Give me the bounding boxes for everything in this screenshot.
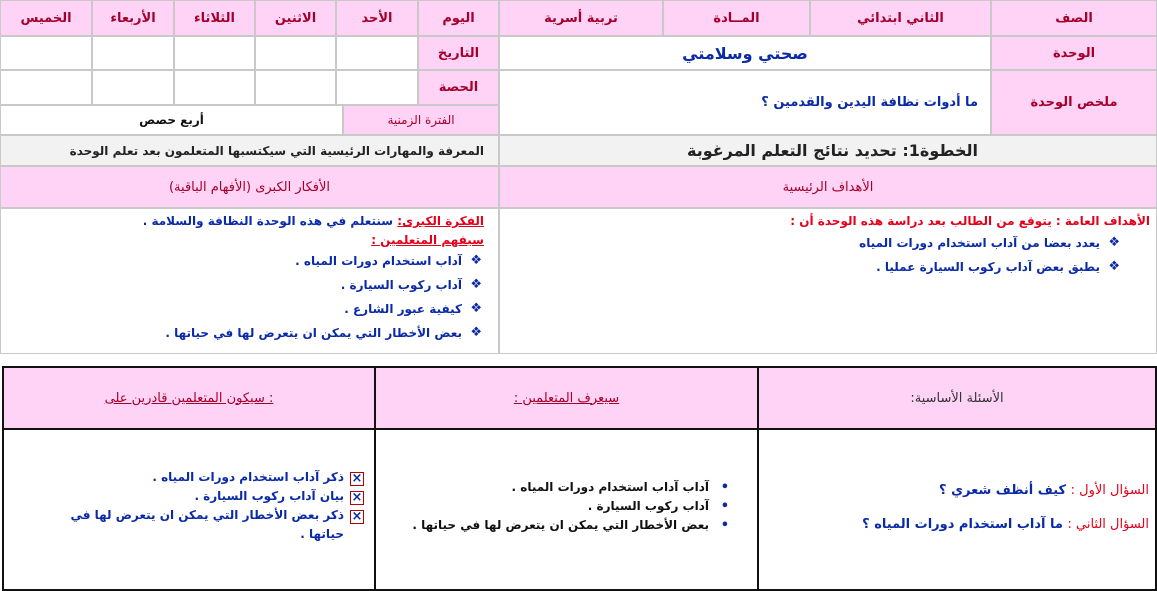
list-item: ❖ بعض الأخطار التي يمكن ان يتعرض لها في حياتها .	[1, 321, 484, 345]
diamond-icon: ❖	[470, 253, 482, 268]
period-cell-thursday[interactable]	[0, 70, 92, 105]
period-label: الحصة	[418, 70, 499, 105]
checkbox-icon: ×	[351, 490, 363, 505]
step1-title: الخطوة1: تحديد نتائج التعلم المرغوبة	[499, 135, 1157, 166]
questions-content	[757, 428, 1157, 591]
diamond-icon: ❖	[1108, 235, 1120, 250]
diamond-icon: ❖	[470, 325, 482, 340]
list-item: • آداب ركوب السيارة .	[587, 499, 729, 514]
bullet-icon: •	[720, 518, 729, 533]
day-wednesday: الأربعاء	[92, 0, 174, 36]
understand-label: سيفهم المتعلمين :	[371, 233, 484, 247]
subject-label: المــادة	[663, 0, 810, 36]
list-item: ❖ كيفية عبور الشارع .	[1, 297, 484, 321]
question-1: السؤال الأول : كيف أنظف شعري ؟	[939, 483, 1149, 498]
date-cell-sunday[interactable]	[336, 36, 418, 70]
summary-value: ما أدوات نظافة اليدين والقدمين ؟	[499, 70, 991, 135]
know-header: سيعرف المتعلمين :	[374, 366, 759, 430]
checkbox-icon: ×	[351, 471, 363, 486]
list-item: ❖ آداب استخدام دورات المياه .	[1, 249, 484, 273]
diamond-icon: ❖	[470, 301, 482, 316]
list-item: × بيان آداب ركوب السيارة .	[194, 489, 363, 505]
grade-value: الثاني ابتدائي	[810, 0, 991, 36]
goals-list	[500, 231, 1150, 279]
date-cell-tuesday[interactable]	[174, 36, 255, 70]
unit-value: صحتي وسلامتي	[499, 36, 991, 70]
day-label: اليوم	[418, 0, 499, 36]
list-item: • بعض الأخطار التي يمكن ان يتعرض لها في حياتها .	[412, 518, 729, 533]
ideas-content	[0, 208, 499, 354]
period-cell-sunday[interactable]	[336, 70, 418, 105]
date-label: التاريخ	[418, 36, 499, 70]
diamond-icon: ❖	[470, 277, 482, 292]
date-cell-wednesday[interactable]	[92, 36, 174, 70]
list-item: ❖ آداب ركوب السيارة .	[1, 273, 484, 297]
goals-content	[499, 208, 1157, 354]
day-sunday: الأحد	[336, 0, 418, 36]
day-thursday: الخميس	[0, 0, 92, 36]
list-item: ❖ يطبق بعض آداب ركوب السيارة عمليا .	[500, 255, 1122, 279]
period-cell-tuesday[interactable]	[174, 70, 255, 105]
big-idea-text: سنتعلم في هذه الوحدة النظافة والسلامة .	[142, 214, 398, 228]
grade-label: الصف	[991, 0, 1157, 36]
bullet-icon: •	[720, 480, 729, 495]
day-tuesday: الثلاثاء	[174, 0, 255, 36]
knowledge-title: المعرفة والمهارات الرئيسية التي سيكتسبها المتعلمون بعد تعلم الوحدة	[0, 135, 499, 166]
able-list	[64, 468, 366, 544]
subject-value: تربية أسرية	[499, 0, 663, 36]
able-header: : سيكون المتعلمين قادرين على	[2, 366, 376, 430]
checkbox-icon: ×	[351, 509, 363, 524]
know-content	[374, 428, 759, 591]
able-content	[2, 428, 376, 591]
diamond-icon: ❖	[1108, 259, 1120, 274]
questions-header: الأسئلة الأساسية:	[757, 366, 1157, 430]
goals-general-label: الأهداف العامة : يتوقع من الطالب بعد دراسة هذه الوحدة أن :	[790, 214, 1150, 228]
period-cell-monday[interactable]	[255, 70, 336, 105]
ideas-header: الأفكار الكبرى (الأفهام الباقية)	[0, 166, 499, 208]
question-2: السؤال الثاني : ما آداب استخدام دورات المياه ؟	[862, 517, 1149, 532]
list-item: • آداب آداب استخدام دورات المياه .	[511, 480, 729, 495]
date-cell-thursday[interactable]	[0, 36, 92, 70]
date-cell-monday[interactable]	[255, 36, 336, 70]
unit-label: الوحدة	[991, 36, 1157, 70]
list-item: × ذكر آداب استخدام دورات المياه .	[152, 470, 363, 486]
know-list	[376, 478, 731, 535]
list-item: × ذكر بعض الأخطار التي يمكن ان يتعرض لها في حياتها .	[70, 508, 363, 541]
ideas-list	[1, 249, 484, 345]
bullet-icon: •	[720, 499, 729, 514]
summary-label: ملخص الوحدة	[991, 70, 1157, 135]
goals-header: الأهداف الرئيسية	[499, 166, 1157, 208]
time-value: أربع حصص	[0, 105, 343, 135]
period-cell-wednesday[interactable]	[92, 70, 174, 105]
time-label: الفترة الزمنية	[343, 105, 499, 135]
big-idea-label: الفكرة الكبرى:	[397, 214, 484, 228]
list-item: ❖ يعدد بعضا من آداب استخدام دورات المياه	[500, 231, 1122, 255]
day-monday: الاثنين	[255, 0, 336, 36]
